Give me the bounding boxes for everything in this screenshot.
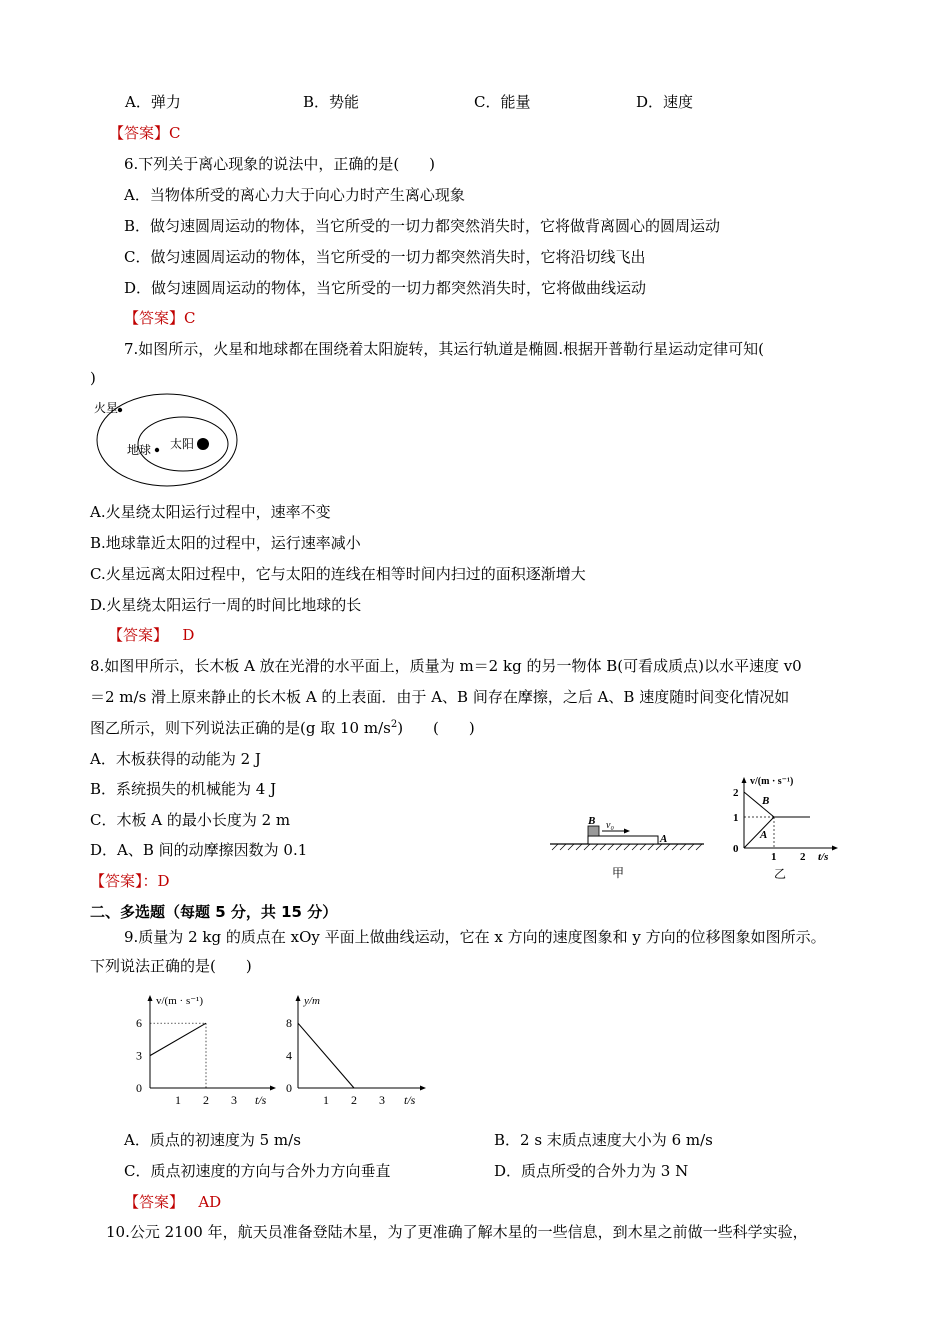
q6-answer: 【答案】C — [124, 309, 196, 327]
block-b-label: B — [588, 815, 596, 827]
earth-label: 地球 — [127, 443, 152, 457]
board-figure-jia — [548, 808, 708, 883]
chart2-xlabel: t/s — [404, 1093, 416, 1107]
q8-option-b: B．系统损失的机械能为 4 J — [90, 780, 277, 798]
chart1-ylabel: v/(m · s⁻¹) — [156, 995, 203, 1007]
yi-xtick-2: 2 — [800, 851, 806, 863]
earth-dot-icon — [155, 448, 159, 452]
block-b — [588, 826, 599, 836]
q7-option-d: D.火星绕太阳运行一周的时间比地球的长 — [90, 596, 362, 614]
q5-answer: 【答案】C — [109, 124, 181, 142]
chart2-xtick-1: 1 — [323, 1093, 329, 1107]
mars-dot-icon — [118, 408, 122, 412]
q7-answer: 【答案】 D — [108, 626, 195, 644]
q8-stem-3: 图乙所示，则下列说法正确的是(g 取 10 $m/s^2$) ( ) — [90, 719, 475, 737]
q9-stem-2: 下列说法正确的是( ) — [90, 957, 252, 975]
q10-stem: 10.公元 2100 年，航天员准备登陆木星，为了更准确了解木星的一些信息，到木星之前做一些科学实验， — [106, 1223, 808, 1241]
sun-icon — [197, 438, 209, 450]
q8-stem-2: ＝2 m/s 滑上原来静止的长木板 A 的上表面．由于 A、B 间存在摩擦，之后 A、B 速度随时间变化情况如 — [90, 688, 790, 706]
fig-jia-caption: 甲 — [612, 866, 625, 880]
orbit-figure — [88, 390, 248, 490]
yi-ytick-2: 2 — [733, 787, 739, 799]
section-2-title: 二、多选题（每题 5 分，共 15 分） — [90, 903, 338, 921]
q8-option-c: C．木板 A 的最小长度为 2 m — [90, 811, 291, 829]
q8-option-d: D．A、B 间的动摩擦因数为 0.1 — [90, 841, 308, 859]
q5-option-d: D．速度 — [636, 93, 694, 111]
chart1-xtick-1: 1 — [175, 1093, 181, 1107]
q5-option-c: C．能量 — [474, 93, 531, 111]
chart2-ylabel: y/m — [304, 995, 320, 1007]
board-a-label: A — [660, 833, 668, 845]
q7-option-a: A.火星绕太阳运行过程中，速率不变 — [90, 503, 331, 521]
yi-line-a-label: A — [760, 829, 768, 841]
q8-answer: 【答案】：D — [90, 872, 170, 890]
q9-answer: 【答案】 AD — [124, 1193, 222, 1211]
chart1-xtick-2: 2 — [203, 1093, 209, 1107]
fig-yi-caption: 乙 — [774, 867, 787, 881]
q5-option-a: A．弹力 — [125, 93, 181, 111]
yi-xtick-1: 1 — [771, 851, 777, 863]
q6-option-b: B．做匀速圆周运动的物体，当它所受的一切力都突然消失时，它将做背离圆心的圆周运动 — [124, 217, 721, 235]
yi-ytick-1: 1 — [733, 812, 739, 824]
chart1-ytick-6: 6 — [136, 1016, 142, 1031]
chart1-xtick-3: 3 — [231, 1093, 237, 1107]
v0-label: v₀ — [606, 820, 614, 831]
q9-option-c: C．质点初速度的方向与合外力方向垂直 — [124, 1162, 391, 1180]
q6-option-a: A．当物体所受的离心力大于向心力时产生离心现象 — [124, 186, 465, 204]
chart1-ytick-0: 0 — [136, 1081, 142, 1095]
vx-t-chart — [132, 992, 280, 1114]
q5-option-b: B．势能 — [303, 93, 360, 111]
sun-label: 太阳 — [170, 437, 195, 451]
mars-label: 火星 — [94, 401, 119, 415]
q7-option-c: C.火星远离太阳过程中，它与太阳的连线在相等时间内扫过的面积逐渐增大 — [90, 565, 586, 583]
yi-line-b-label: B — [762, 795, 770, 807]
chart2-xtick-3: 3 — [379, 1093, 385, 1107]
q9-stem-1: 9.质量为 2 kg 的质点在 xOy 平面上做曲线运动，它在 x 方向的速度图象和 y 方向的位移图象如图所示。 — [124, 928, 826, 946]
chart2-series-y-segment — [298, 1023, 354, 1088]
chart1-series-vx-segment — [150, 1023, 206, 1055]
q6-stem: 6.下列关于离心现象的说法中，正确的是( ) — [124, 155, 436, 173]
yi-ylabel: v/(m · s⁻¹) — [750, 776, 794, 787]
q9-option-b: B．2 s 末质点速度大小为 6 m/s — [494, 1131, 713, 1149]
yi-xlabel: t/s — [818, 851, 829, 863]
q6-option-d: D．做匀速圆周运动的物体，当它所受的一切力都突然消失时，它将做曲线运动 — [124, 279, 647, 297]
vt-figure-yi — [724, 772, 844, 884]
chart2-ytick-4: 4 — [286, 1048, 292, 1063]
q6-option-c: C．做匀速圆周运动的物体，当它所受的一切力都突然消失时，它将沿切线飞出 — [124, 248, 646, 266]
q7-stem: 7.如图所示，火星和地球都在围绕着太阳旋转，其运行轨道是椭圆.根据开普勒行星运动定律可知( — [124, 340, 764, 358]
chart1-ytick-3: 3 — [136, 1048, 142, 1063]
q7-stem-cont: ) — [90, 369, 96, 387]
q9-option-d: D．质点所受的合外力为 3 N — [494, 1162, 689, 1180]
chart2-xtick-2: 2 — [351, 1093, 357, 1107]
chart2-ytick-0: 0 — [286, 1081, 292, 1095]
q7-option-b: B.地球靠近太阳的过程中，运行速率减小 — [90, 534, 361, 552]
yi-ytick-0: 0 — [733, 843, 739, 855]
y-t-chart — [284, 992, 432, 1114]
chart1-xlabel: t/s — [255, 1093, 267, 1107]
chart2-ytick-8: 8 — [286, 1016, 292, 1031]
q8-option-a: A．木板获得的动能为 2 J — [90, 750, 261, 768]
board-a — [588, 836, 658, 844]
q8-stem-1: 8.如图甲所示，长木板 A 放在光滑的水平面上，质量为 m＝2 kg 的另一物体 B(可看成质点)以水平速度 v0 — [90, 657, 802, 675]
q9-option-a: A．质点的初速度为 5 m/s — [124, 1131, 301, 1149]
